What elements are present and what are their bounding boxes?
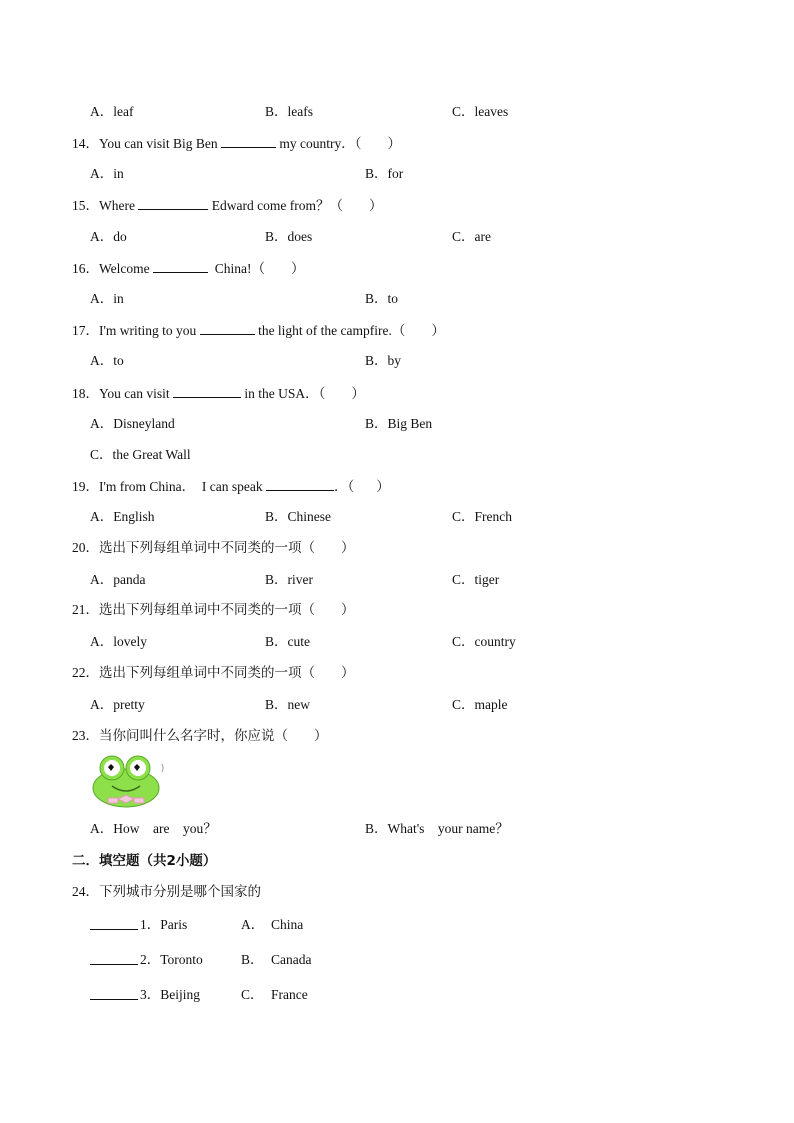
answer-blank[interactable] bbox=[153, 260, 208, 273]
match-country: France bbox=[271, 987, 308, 1002]
option-b[interactable]: B．for bbox=[365, 166, 404, 181]
match-letter: A． bbox=[241, 917, 265, 932]
option-b[interactable]: B．does bbox=[265, 229, 313, 244]
question-14: 14．You can visit Big Ben my country．（ ） bbox=[72, 136, 402, 151]
option-a[interactable]: A．do bbox=[90, 229, 127, 244]
option-a[interactable]: A．English bbox=[90, 509, 155, 524]
option-c[interactable]: C．country bbox=[452, 634, 516, 649]
answer-blank[interactable] bbox=[138, 197, 208, 210]
answer-blank[interactable] bbox=[221, 135, 276, 148]
option-a[interactable]: A．lovely bbox=[90, 634, 147, 649]
answer-blank[interactable] bbox=[173, 385, 241, 398]
match-letter: C． bbox=[241, 987, 264, 1002]
question-20: 20．选出下列每组单词中不同类的一项（ ） bbox=[72, 540, 355, 556]
match-letter: B． bbox=[241, 952, 264, 967]
option-a[interactable]: A．panda bbox=[90, 572, 146, 587]
option-c[interactable]: C．tiger bbox=[452, 572, 500, 587]
option-c[interactable]: C．maple bbox=[452, 697, 508, 712]
option-b[interactable]: B．new bbox=[265, 697, 310, 712]
option-b[interactable]: B．river bbox=[265, 572, 313, 587]
question-17: 17．I'm writing to you the light of the campfire.（ ） bbox=[72, 323, 445, 338]
option-b[interactable]: B．cute bbox=[265, 634, 310, 649]
option-c[interactable]: C．are bbox=[452, 229, 491, 244]
match-blank-2[interactable] bbox=[90, 952, 138, 969]
option-b[interactable]: B．leafs bbox=[265, 104, 313, 119]
option-c[interactable]: C．French bbox=[452, 509, 512, 524]
option-b[interactable]: B．Chinese bbox=[265, 509, 331, 524]
option-a[interactable]: A．in bbox=[90, 291, 124, 306]
option-c[interactable]: C．the Great Wall bbox=[90, 447, 191, 462]
answer-blank[interactable] bbox=[200, 322, 255, 335]
question-16: 16．Welcome China!（ ） bbox=[72, 261, 305, 276]
match-country: China bbox=[271, 917, 304, 932]
option-b[interactable]: B．Big Ben bbox=[365, 416, 433, 431]
question-24: 24．下列城市分别是哪个国家的 bbox=[72, 884, 261, 900]
option-a[interactable]: A．pretty bbox=[90, 697, 145, 712]
question-19: 19．I'm from China． I can speak ．（ ） bbox=[72, 479, 390, 494]
option-a[interactable]: A．leaf bbox=[90, 104, 134, 119]
option-a[interactable]: A．to bbox=[90, 353, 124, 368]
match-blank-1[interactable] bbox=[90, 917, 138, 934]
match-blank-3[interactable] bbox=[90, 987, 138, 1004]
frog-illustration bbox=[90, 752, 168, 810]
match-item: 3．Beijing bbox=[140, 987, 200, 1002]
question-23: 23．当你问叫什么名字时，你应说（ ） bbox=[72, 728, 328, 744]
question-15: 15．Where Edward come from？（ ） bbox=[72, 198, 383, 213]
option-a[interactable]: A．in bbox=[90, 166, 124, 181]
option-a[interactable]: A．Disneyland bbox=[90, 416, 175, 431]
question-22: 22．选出下列每组单词中不同类的一项（ ） bbox=[72, 665, 355, 681]
option-a[interactable]: A．How are you？ bbox=[90, 821, 217, 836]
question-21: 21．选出下列每组单词中不同类的一项（ ） bbox=[72, 602, 355, 618]
question-18: 18．You can visit in the USA．（ ） bbox=[72, 386, 365, 401]
option-b[interactable]: B．to bbox=[365, 291, 399, 306]
option-b[interactable]: B．What's your name？ bbox=[365, 821, 509, 836]
option-c[interactable]: C．leaves bbox=[452, 104, 509, 119]
match-item: 2．Toronto bbox=[140, 952, 203, 967]
answer-blank[interactable] bbox=[266, 478, 334, 491]
match-item: 1．Paris bbox=[140, 917, 188, 932]
option-b[interactable]: B．by bbox=[365, 353, 402, 368]
section-heading: 二．填空题（共2小题） bbox=[72, 853, 217, 869]
match-country: Canada bbox=[271, 952, 312, 967]
